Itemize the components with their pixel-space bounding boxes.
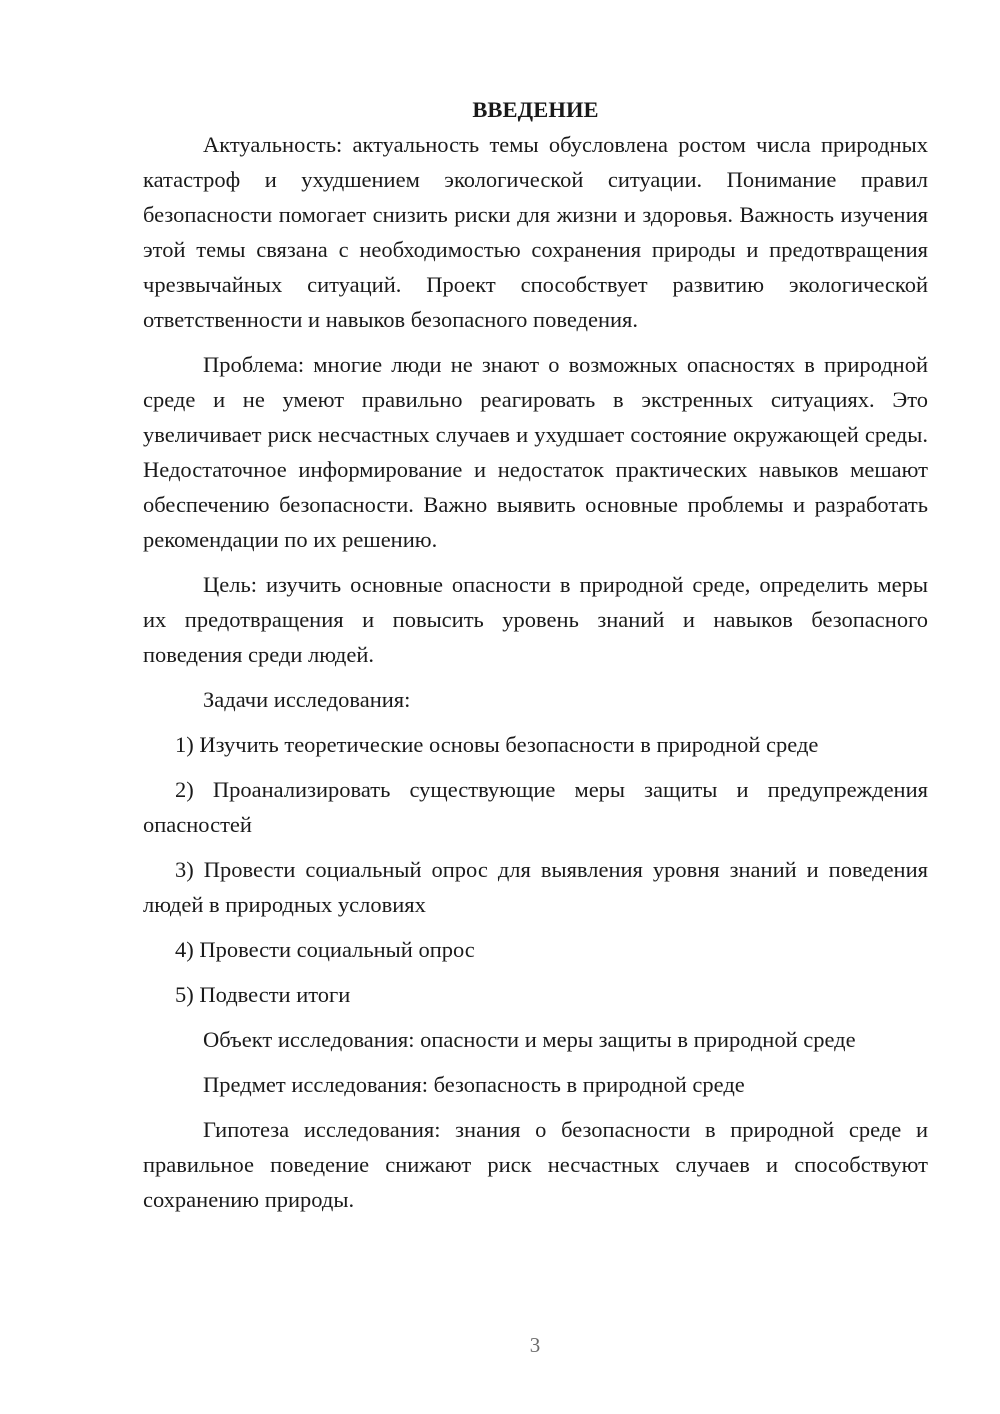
tasks-heading: Задачи исследования:: [203, 687, 411, 712]
research-subject: Предмет исследования: безопасность в природной среде: [203, 1072, 745, 1097]
task-item-1: 1) Изучить теоретические основы безопасности в природной среде: [175, 732, 819, 757]
task-item-5: 5) Подвести итоги: [175, 982, 351, 1007]
task-item-3: 3) Провести социальный опрос для выявления уровня знаний и поведения людей в природных условиях: [143, 857, 928, 917]
goal-paragraph: Цель: изучить основные опасности в природной среде, определить меры их предотвращения и повысить уровень знаний и навыков безопасного поведения среди людей.: [143, 572, 928, 667]
task-item-2: 2) Проанализировать существующие меры защиты и предупреждения опасностей: [143, 777, 928, 837]
page-title: ВВЕДЕНИЕ: [472, 97, 599, 122]
relevance-paragraph: Актуальность: актуальность темы обусловлена ростом числа природных катастроф и ухудшением экологической ситуации. Понимание правил безопасности помогает снизить риски для жизни и здоровья. Важность изучения этой темы связана с необходимостью сохранения природы и предотвращения чрезвычайных ситуаций. Проект способствует развитию экологической ответственности и навыков безопасного поведения.: [143, 132, 928, 332]
document-page: [143, 92, 928, 1217]
page-number: 3: [529, 1333, 541, 1357]
task-item-4: 4) Провести социальный опрос: [175, 937, 475, 962]
problem-paragraph: Проблема: многие люди не знают о возможных опасностях в природной среде и не умеют правильно реагировать в экстренных ситуациях. Это увеличивает риск несчастных случаев и ухудшает состояние окружающей среды. Недостаточное информирование и недостаток практических навыков мешают обеспечению безопасности. Важно выявить основные проблемы и разработать рекомендации по их решению.: [143, 352, 928, 552]
research-hypothesis: Гипотеза исследования: знания о безопасности в природной среде и правильное поведение снижают риск несчастных случаев и способствуют сохранению природы.: [143, 1117, 928, 1212]
research-object: Объект исследования: опасности и меры защиты в природной среде: [203, 1027, 856, 1052]
